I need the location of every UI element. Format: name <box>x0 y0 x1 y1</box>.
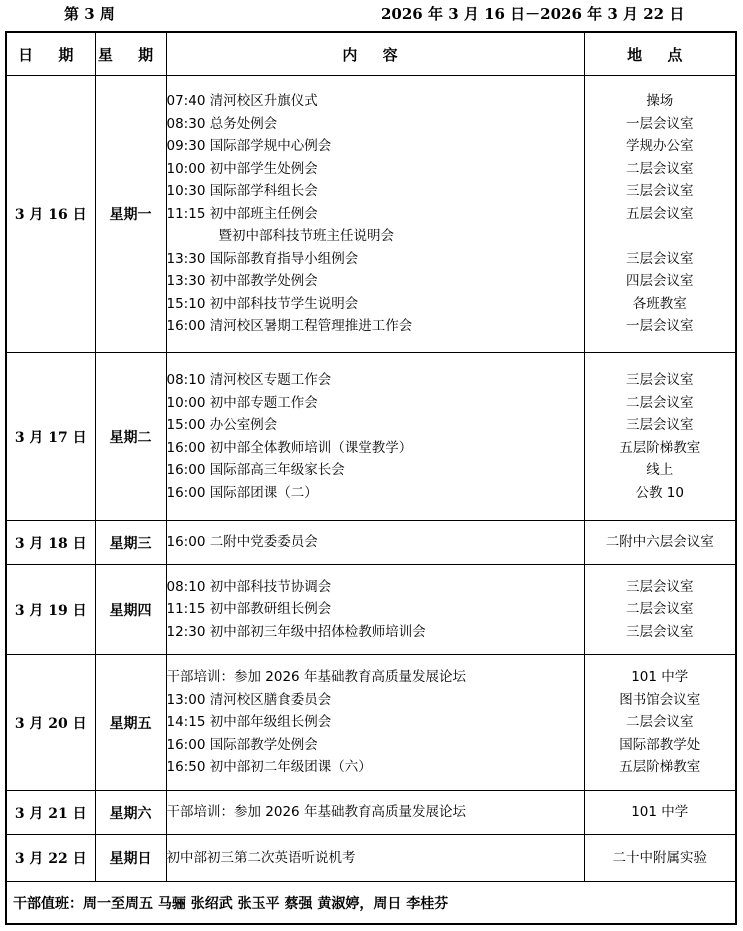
day-place-cell <box>584 76 736 353</box>
event-text: 08:10 清河校区专题工作会 <box>166 372 332 388</box>
day-weekday: 星期日 <box>95 835 166 882</box>
day-place-cell <box>584 835 736 882</box>
day-weekday: 星期六 <box>95 791 166 835</box>
schedule-table <box>5 31 737 925</box>
event-place: 二十中附属实验 <box>612 849 707 866</box>
event-text: 07:40 清河校区升旗仪式 <box>166 93 318 110</box>
event-text: 10:30 国际部学科组长会 <box>166 183 318 200</box>
day-content-cell <box>166 835 584 882</box>
event-place: 二层会议室 <box>626 160 694 177</box>
event-text: 暨初中部科技节班主任说明会 <box>218 228 394 245</box>
event-text: 13:00 清河校区膳食委员会 <box>166 691 332 708</box>
day-content-cell <box>166 76 584 353</box>
day-date: 3 月 20 日 <box>6 655 95 791</box>
event-text: 15:00 办公室例会 <box>166 417 278 433</box>
event-place: 三层会议室 <box>626 623 694 640</box>
event-place: 二层会议室 <box>626 394 694 411</box>
day-date: 3 月 16 日 <box>6 76 95 353</box>
event-text: 08:30 总务处例会 <box>166 115 278 132</box>
col-place-header: 地 点 <box>584 32 736 76</box>
event-place: 三层会议室 <box>626 250 694 267</box>
event-place: 各班教室 <box>632 295 687 312</box>
event-text: 干部培训：参加 2026 年基础教育高质量发展论坛 <box>166 804 466 821</box>
col-content-header: 内 容 <box>166 32 584 76</box>
day-weekday: 星期二 <box>95 353 166 521</box>
day-content-cell <box>166 353 584 521</box>
day-row <box>6 353 736 521</box>
event-place: 二附中六层会议室 <box>605 534 714 551</box>
event-text: 干部培训：参加 2026 年基础教育高质量发展论坛 <box>166 669 466 686</box>
day-place-cell <box>584 791 736 835</box>
day-row <box>6 655 736 791</box>
event-place: 操场 <box>646 93 674 110</box>
duty-roster: 干部值班：周一至周五 马骊 张绍武 张玉平 蔡强 黄淑婷，周日 李桂芬 <box>6 882 736 925</box>
day-place-cell <box>584 565 736 655</box>
day-row <box>6 565 736 655</box>
day-date: 3 月 22 日 <box>6 835 95 882</box>
event-place: 线上 <box>646 462 674 478</box>
event-place: 二层会议室 <box>626 601 694 618</box>
event-place: 一层会议室 <box>626 115 694 132</box>
event-text: 08:10 初中部科技节协调会 <box>166 578 332 595</box>
day-content-cell <box>166 655 584 791</box>
event-text: 12:30 初中部初三年级中招体检教师培训会 <box>166 623 426 640</box>
event-text: 16:50 初中部初二年级团课（六） <box>166 759 372 776</box>
day-place-cell <box>584 521 736 565</box>
event-text: 11:15 初中部班主任例会 <box>166 205 318 222</box>
date-range: 2026 年 3 月 16 日－2026 年 3 月 22 日 <box>381 5 685 23</box>
day-content-cell <box>166 565 584 655</box>
schedule-body <box>6 76 736 882</box>
event-place: 五层阶梯教室 <box>619 439 701 456</box>
day-date: 3 月 21 日 <box>6 791 95 835</box>
event-text: 13:30 国际部教育指导小组例会 <box>166 250 359 267</box>
event-place: 三层会议室 <box>626 372 694 388</box>
event-place: 一层会议室 <box>626 318 694 335</box>
event-place: 国际部教学处 <box>619 736 701 753</box>
day-place-cell <box>584 353 736 521</box>
event-place: 101 中学 <box>631 669 689 686</box>
event-text: 13:30 初中部教学处例会 <box>166 273 318 290</box>
day-weekday: 星期一 <box>95 76 166 353</box>
event-place: 二层会议室 <box>626 714 694 731</box>
event-text: 11:15 初中部教研组长例会 <box>166 601 332 618</box>
event-place <box>585 225 736 248</box>
event-text: 16:00 国际部高三年级家长会 <box>166 462 345 478</box>
day-weekday: 星期三 <box>95 521 166 565</box>
event-place: 公教 10 <box>635 484 684 501</box>
day-row <box>6 791 736 835</box>
week-number: 第 3 周 <box>64 5 115 23</box>
col-weekday-header: 星 期 <box>95 32 166 76</box>
event-place: 四层会议室 <box>626 273 694 290</box>
event-text: 14:15 初中部年级组长例会 <box>166 714 332 731</box>
duty-row <box>6 882 736 925</box>
event-place: 101 中学 <box>631 804 689 821</box>
day-content-cell <box>166 791 584 835</box>
day-weekday: 星期五 <box>95 655 166 791</box>
day-date: 3 月 17 日 <box>6 353 95 521</box>
day-date: 3 月 19 日 <box>6 565 95 655</box>
event-text: 16:00 清河校区暑期工程管理推进工作会 <box>166 318 413 335</box>
day-row <box>6 76 736 353</box>
col-date-header: 日 期 <box>6 32 95 76</box>
event-text: 16:00 国际部教学处例会 <box>166 736 318 753</box>
day-weekday: 星期四 <box>95 565 166 655</box>
day-place-cell <box>584 655 736 791</box>
event-place: 三层会议室 <box>626 417 694 433</box>
event-text: 初中部初三第二次英语听说机考 <box>166 849 356 866</box>
event-text: 15:10 初中部科技节学生说明会 <box>166 295 359 312</box>
event-place: 图书馆会议室 <box>619 691 701 708</box>
event-text: 16:00 初中部全体教师培训（课堂教学） <box>166 439 413 456</box>
day-row <box>6 521 736 565</box>
event-place: 五层会议室 <box>626 205 694 222</box>
event-text: 16:00 二附中党委委员会 <box>166 534 318 551</box>
event-text: 10:00 初中部专题工作会 <box>166 394 318 411</box>
event-place: 学规办公室 <box>626 138 694 155</box>
day-row <box>6 835 736 882</box>
event-text: 09:30 国际部学规中心例会 <box>166 138 332 155</box>
header-row <box>6 32 736 76</box>
event-place: 三层会议室 <box>626 578 694 595</box>
event-text: 10:00 初中部学生处例会 <box>166 160 318 177</box>
event-place: 五层阶梯教室 <box>619 759 701 776</box>
day-date: 3 月 18 日 <box>6 521 95 565</box>
event-place: 三层会议室 <box>626 183 694 200</box>
day-content-cell <box>166 521 584 565</box>
event-text: 16:00 国际部团课（二） <box>166 484 318 501</box>
